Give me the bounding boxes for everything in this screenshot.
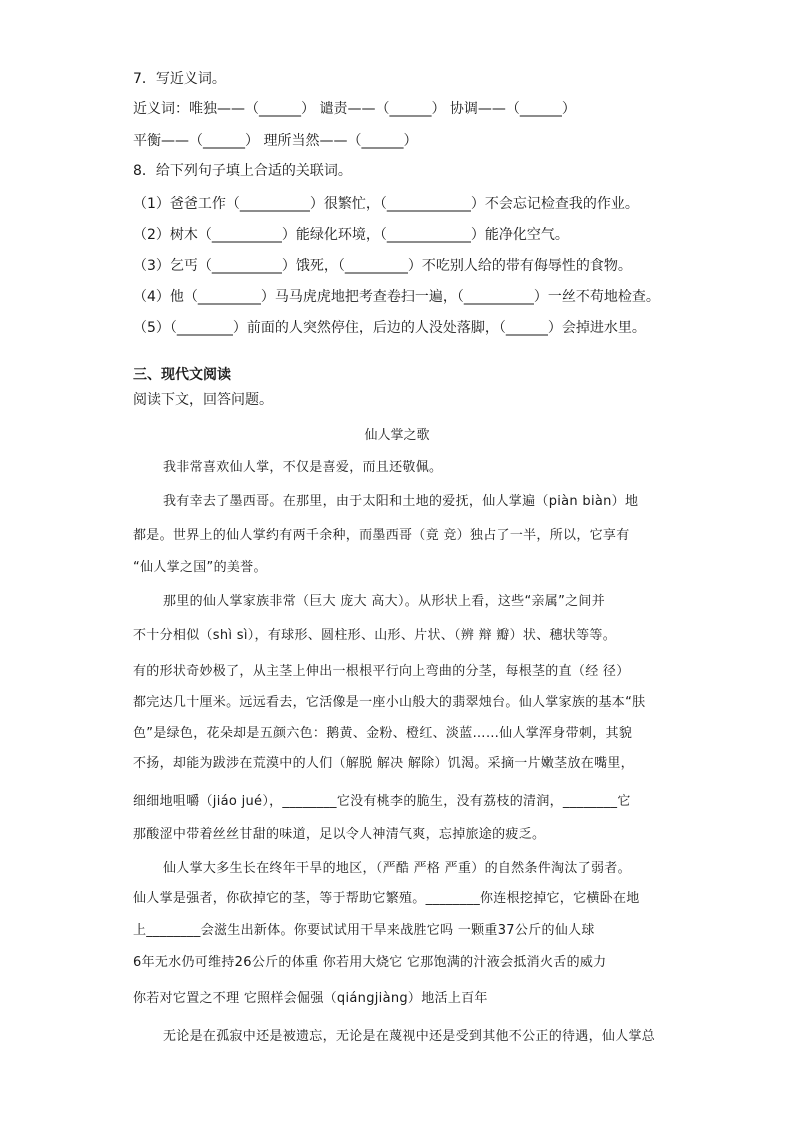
passage-line: 上________会滋生出新体。你要试试用干旱来战胜它吗 一颗重37公斤的仙人球 — [133, 923, 595, 938]
section-3-heading: 三、现代文阅读 — [133, 367, 231, 383]
passage-line: 仙人掌是强者，你砍掉它的茎，等于帮助它繁殖。________你连根挖掉它，它横卧在地 — [133, 891, 640, 906]
passage-line: 都是。世界上的仙人掌约有两千余种，而墨西哥（竟 竞）独占了一半，所以，它享有 — [133, 528, 630, 543]
passage-line: 有的形状奇妙极了，从主茎上伸出一根根平行向上弯曲的分茎，每根茎的直（经 径） — [133, 664, 630, 679]
passage-line: 色”是绿色，花朵却是五颜六色：鹅黄、金粉、橙红、淡蓝……仙人掌浑身带刺，其貌 — [133, 726, 633, 741]
passage-line: 不扬，却能为跋涉在荒漠中的人们（解脱 解决 解除）饥渴。采摘一片嫩茎放在嘴里， — [133, 756, 634, 771]
passage-title: 仙人掌之歌 — [364, 428, 430, 443]
passage-line: 不十分相似（shì sì），有球形、圆柱形、山形、片状、（辨 辩 瓣）状、穗状等等。 — [133, 628, 617, 643]
question-8-item-3: （3）乞丐（__________）饿死，（_________）不吃别人给的带有侮辱性的食物。 — [133, 258, 632, 274]
passage-line: 无论是在孤寂中还是被遗忘，无论是在蔑视中还是受到其他不公正的待遇，仙人掌总 — [163, 1029, 656, 1044]
question-8-item-2: （2）树木（__________）能绿化环境，（____________）能净化空气。 — [133, 227, 569, 243]
passage-line: 那酸涩中带着丝丝甘甜的味道，足以令人神清气爽，忘掉旅途的疲乏。 — [133, 827, 546, 842]
question-8-item-1: （1）爸爸工作（__________）很繁忙，（____________）不会忘记检查我的作业。 — [133, 196, 639, 212]
question-8-item-4: （4）他（_________）马马虎虎地把考查卷扫一遍，（__________）一丝不苟地检查。 — [133, 289, 660, 305]
passage-line: 细细地咀嚼（jiáo jué），________它没有桃李的脆生，没有荔枝的清润，________它 — [133, 794, 631, 809]
passage-line: 我非常喜欢仙人掌，不仅是喜爱，而且还敬佩。 — [163, 460, 443, 475]
passage-line: 我有幸去了墨西哥。在那里，由于太阳和土地的爱抚，仙人掌遍（piàn biàn）地 — [163, 494, 639, 509]
passage-line: 那里的仙人掌家族非常（巨大 庞大 高大）。从形状上看，这些“亲属”之间并 — [163, 594, 606, 609]
passage-line: 你若对它置之不理 它照样会倔强（qiángjiàng）地活上百年 — [133, 991, 488, 1006]
passage-line: 都完达几十厘米。远远看去，它活像是一座小山般大的翡翠烛台。仙人掌家族的基本“肤 — [133, 695, 646, 710]
question-7-row-1: 近义词：唯独——（______） 谴责——（______） 协调——（______） — [133, 101, 576, 117]
reading-instruction: 阅读下文，回答问题。 — [133, 392, 273, 408]
passage-line: “仙人掌之国”的美誉。 — [133, 560, 267, 575]
question-8-item-5: （5）（________）前面的人突然停住，后边的人没处落脚，（______）会掉进水里。 — [133, 320, 646, 336]
question-7-row-2: 平衡——（______） 理所当然——（______） — [133, 133, 418, 149]
question-7-title: 7．写近义词。 — [133, 71, 226, 87]
passage-line: 仙人掌大多生长在终年干旱的地区，（严酷 严格 严重）的自然条件淘汰了弱者。 — [163, 861, 631, 876]
passage-line: 6年无水仍可维持26公斤的体重 你若用大烧它 它那饱满的汁液会抵消火舌的威力 — [133, 955, 607, 970]
question-8-title: 8．给下列句子填上合适的关联词。 — [133, 163, 352, 179]
